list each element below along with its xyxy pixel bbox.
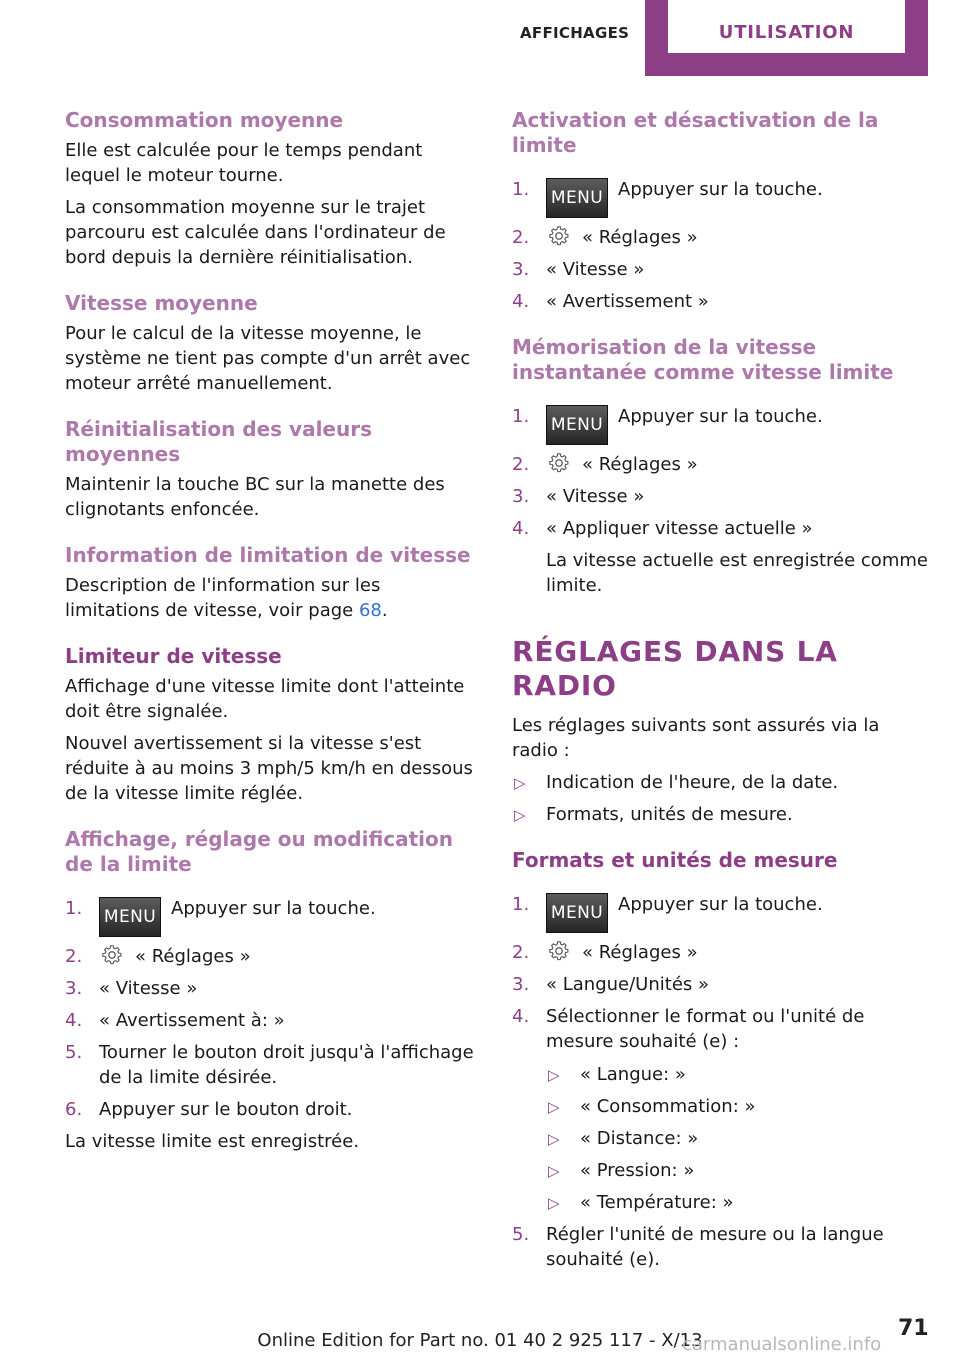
paragraph: Les réglages suivants sont assurés via la radio : (512, 715, 880, 761)
list-item (512, 892, 930, 933)
step-number: 5. (512, 1224, 530, 1245)
list-item (512, 177, 930, 218)
step-number: 3. (512, 259, 530, 280)
heading-activation: Activation et désactivation de la limite (512, 108, 879, 157)
bullet-text: « Distance: » (580, 1128, 699, 1149)
right-column (512, 108, 930, 1279)
chapter-tab (645, 0, 928, 76)
nested-bullet-list (546, 1062, 930, 1215)
step-number: 1. (512, 894, 530, 915)
section-label: AFFICHAGES (520, 24, 630, 42)
paragraph: Elle est calculée pour le temps pendant lequel le moteur tourne. (65, 140, 423, 186)
triangle-bullet-icon: ▷ (548, 1066, 560, 1084)
list-item (546, 1158, 930, 1183)
step-number: 2. (65, 946, 83, 967)
list-item (546, 1094, 930, 1119)
gear-icon (548, 940, 570, 962)
step-number: 2. (512, 942, 530, 963)
heading-formats: Formats et unités de mesure (512, 848, 838, 872)
step-number: 2. (512, 227, 530, 248)
menu-button-icon: MENU (546, 405, 608, 445)
triangle-bullet-icon: ▷ (514, 806, 526, 824)
paragraph-end: . (381, 600, 388, 621)
list-item (512, 404, 930, 445)
step-number: 3. (512, 974, 530, 995)
step-text: Appuyer sur la touche. (618, 406, 823, 427)
paragraph (65, 573, 475, 623)
steps-list (512, 177, 930, 314)
step-text: « Avertissement à: » (99, 1010, 285, 1031)
step-text: Appuyer sur la touche. (618, 179, 823, 200)
heading-reinitialisation: Réinitialisation des valeurs moyennes (65, 417, 373, 466)
step-text: « Appliquer vitesse actuelle » (546, 518, 813, 539)
gear-icon (548, 225, 570, 247)
list-item (65, 976, 475, 1001)
steps-list (512, 892, 930, 1272)
list-item (512, 1222, 930, 1272)
step-number: 4. (512, 518, 530, 539)
step-number: 1. (512, 179, 530, 200)
paragraph: La vitesse limite est enregistrée. (65, 1131, 360, 1152)
triangle-bullet-icon: ▷ (548, 1162, 560, 1180)
bullet-text: Indication de l'heure, de la date. (546, 772, 839, 793)
steps-list (512, 404, 930, 598)
triangle-bullet-icon: ▷ (548, 1130, 560, 1148)
list-item (65, 1008, 475, 1033)
list-item (512, 1004, 930, 1215)
gear-icon (101, 944, 123, 966)
step-text: Appuyer sur la touche. (171, 898, 376, 919)
step-note: La vitesse actuelle est enregistrée comme limite. (546, 550, 928, 596)
menu-button-icon: MENU (546, 893, 608, 933)
chapter-tab-label: UTILISATION (718, 22, 855, 43)
bullet-text: « Consommation: » (580, 1096, 756, 1117)
bullet-text: Formats, unités de mesure. (546, 804, 793, 825)
list-item (65, 1097, 475, 1122)
list-item (546, 1126, 930, 1151)
triangle-bullet-icon: ▷ (514, 774, 526, 792)
footer-edition: Online Edition for Part no. 01 40 2 925 117 - X/13 (257, 1330, 703, 1351)
watermark: carmanualsonline.info (682, 1334, 882, 1355)
bullet-text: « Pression: » (580, 1160, 695, 1181)
paragraph: Pour le calcul de la vitesse moyenne, le système ne tient pas compte d'un arrêt avec moteur arrêté manuellement. (65, 323, 471, 394)
step-text: « Langue/Unités » (546, 974, 710, 995)
list-item (512, 289, 930, 314)
menu-button-icon: MENU (99, 897, 161, 937)
step-text: Tourner le bouton droit jusqu'à l'affichage de la limite désirée. (99, 1042, 474, 1088)
gear-icon (548, 452, 570, 474)
step-text: « Vitesse » (99, 978, 198, 999)
step-text: Appuyer sur la touche. (618, 894, 823, 915)
step-number: 4. (65, 1010, 83, 1031)
paragraph: La consommation moyenne sur le trajet parcouru est calculée dans l'ordinateur de bord depuis la dernière réinitialisation. (65, 197, 446, 268)
step-number: 4. (512, 291, 530, 312)
paragraph: Nouvel avertissement si la vitesse s'est réduite à au moins 3 mph/5 km/h en dessous de la vitesse limite réglée. (65, 733, 473, 804)
list-item (512, 770, 930, 795)
list-item (512, 484, 930, 509)
step-number: 2. (512, 454, 530, 475)
heading-vitesse-moyenne: Vitesse moyenne (65, 291, 258, 315)
step-text: Régler l'unité de mesure ou la langue souhaité (e). (546, 1224, 884, 1270)
step-text: « Réglages » (582, 942, 698, 963)
heading-memorisation: Mémorisation de la vitesse instantanée comme vitesse limite (512, 335, 894, 384)
list-item (65, 944, 475, 969)
step-text: « Réglages » (582, 454, 698, 475)
step-number: 6. (65, 1099, 83, 1120)
step-number: 3. (65, 978, 83, 999)
paragraph-text: Description de l'information sur les limitations de vitesse, voir page (65, 575, 381, 621)
step-text: Appuyer sur le bouton droit. (99, 1099, 353, 1120)
paragraph: Maintenir la touche BC sur la manette des clignotants enfoncée. (65, 474, 445, 520)
list-item (546, 1190, 930, 1215)
step-text: « Avertissement » (546, 291, 709, 312)
heading-affichage-limite: Affichage, réglage ou modification de la limite (65, 827, 454, 876)
list-item (512, 516, 930, 598)
list-item (512, 225, 930, 250)
paragraph: Affichage d'une vitesse limite dont l'atteinte doit être signalée. (65, 676, 465, 722)
list-item (512, 452, 930, 477)
triangle-bullet-icon: ▷ (548, 1098, 560, 1116)
bullet-list (512, 770, 930, 827)
step-text: « Vitesse » (546, 259, 645, 280)
list-item (65, 896, 475, 937)
step-number: 4. (512, 1006, 530, 1027)
left-column (65, 108, 475, 1161)
heading-consommation: Consommation moyenne (65, 108, 344, 132)
list-item (512, 972, 930, 997)
menu-button-icon: MENU (546, 178, 608, 218)
heading-information-limitation: Information de limitation de vitesse (65, 543, 471, 567)
page-number: 71 (898, 1316, 929, 1341)
step-text: « Vitesse » (546, 486, 645, 507)
heading-limiteur: Limiteur de vitesse (65, 644, 282, 668)
step-text: Sélectionner le format ou l'unité de mesure souhaité (e) : (546, 1006, 865, 1052)
heading-reglages-radio: RÉGLAGES DANS LA RADIO (512, 635, 838, 702)
page-link[interactable]: 68 (358, 600, 382, 621)
step-text: « Réglages » (135, 946, 251, 967)
step-number: 1. (512, 406, 530, 427)
list-item (65, 1040, 475, 1090)
step-text: « Réglages » (582, 227, 698, 248)
steps-list (65, 896, 475, 1122)
list-item (546, 1062, 930, 1087)
list-item (512, 940, 930, 965)
step-number: 1. (65, 898, 83, 919)
triangle-bullet-icon: ▷ (548, 1194, 560, 1212)
bullet-text: « Température: » (580, 1192, 734, 1213)
list-item (512, 257, 930, 282)
list-item (512, 802, 930, 827)
bullet-text: « Langue: » (580, 1064, 686, 1085)
step-number: 5. (65, 1042, 83, 1063)
step-number: 3. (512, 486, 530, 507)
